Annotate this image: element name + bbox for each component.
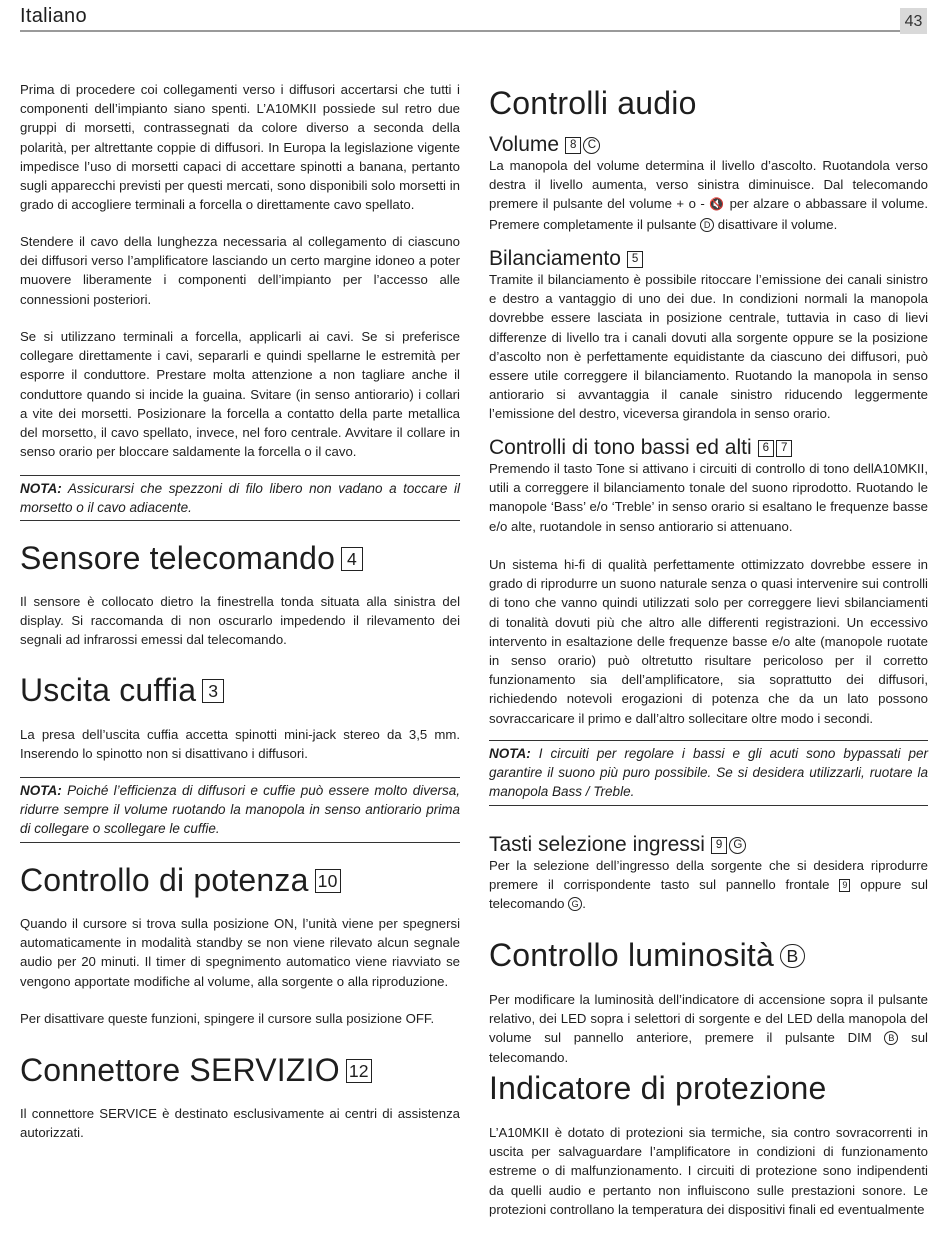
panel-ref-badge: 10 [315, 869, 341, 894]
balance-text: Tramite il bilanciamento è possibile ritoccare l’emissione dei canali sinistro e destro a vantaggio di uno dei due. In condizioni normali la manopola dovrebbe essere lasciata in posizione centrale, tuttavia in caso di lievi differenze di livello tra i canali dovuti alla sorgente oppure se la posizione d’ascolto non è perfettamente equidistante da ciascuno dei diffusori, può essere utile correggere il bilanciamento. Ruotando la manopola in senso antiorario si avvantaggia il canale sinistro riducendo leggermente l’emissione del destro, viceversa girandola in senso orario. [489, 272, 928, 422]
page-header [20, 4, 927, 32]
power-control-text-1: Quando il cursore si trova sulla posizione ON, l’unità viene per spegnersi automaticamente in modalità standby se non viene rilevato alcun segnale audio per 20 minuti. Il timer di spegnimento automatico viene riavviato se vengono apportate modifiche al volume, alla sorgente o alla riproduzione. [20, 916, 460, 989]
remote-ref-badge: D [700, 218, 714, 232]
subsection-title-input-selection: Tasti selezione ingressi 9 G [489, 832, 746, 858]
headphone-output-text: La presa dell’uscita cuffia accetta spinotti mini-jack stereo da 3,5 mm. Inserendo lo spinotto non si disattivano i diffusori. [20, 727, 460, 762]
volume-text: La manopola del volume determina il livello d’ascolto. Ruotandola verso destra il livello aumenta, verso sinistra diminuisce. Dal telecomando premere il pulsante del volume + o - 🔇 per alzare o abbassare il volume. Premere completamente il pulsante D disattivare il volume. [489, 158, 928, 232]
section-title-protection-indicator: Indicatore di protezione [489, 1070, 827, 1106]
section-title-remote-sensor: Sensore telecomando 4 [20, 538, 363, 578]
note-headphones [20, 777, 460, 843]
section-title-headphone-output: Uscita cuffia 3 [20, 670, 224, 710]
speaker-connection-paragraph-3: Se si utilizzano terminali a forcella, applicarli ai cavi. Se si preferisce collegare direttamente i cavi, separarli e quindi spellarne le estremità per esporre il conduttore. Prestare molta attenzione a non tagliare anche il conduttore quando si incide la guaina. Svitare (in senso antiorario) i collari a vite dei morsetti. Posizionare la forcella a contatto della parte metallica del morsetto, il cavo spellato, invece, nel foro centrale. Avvitare il collare in senso orario per bloccare saldamente la forcella o il cavo. [20, 329, 460, 460]
tone-controls-text-2: Un sistema hi-fi di qualità perfettamente ottimizzato dovrebbe essere in grado di riprodurre un suono naturale senza o quasi intervenire sui controlli di tono che vanno quindi utilizzati solo per correggere lievi sbilanciamenti di tonalità dovuti più che altro alle differenti registrazioni. Un eccessivo intervento in esaltazione delle frequenze basse e/o alte (manopole ruotate in senso orario) può oltretutto risultare pericoloso per il corretto funzionamento sia dell’amplificatore, sia soprattutto dei diffusori, richiedendo notevoli erogazioni di potenza che da un lato possono sovraccaricare il primo e dall’altro sollecitare oltre modo i secondi. [489, 557, 928, 726]
panel-ref-badge: 3 [202, 679, 224, 704]
note-speaker-wires [20, 475, 460, 521]
brightness-control-text: Per modificare la luminosità dell’indicatore di accensione sopra il pulsante relativo, dei LED sopra i selettori di sorgente e del LED della manopola del volume sul pannello anteriore, premere il pulsante DIM B sul telecomando. [489, 992, 928, 1065]
header-rule [20, 30, 904, 32]
note-label: NOTA: [20, 481, 62, 496]
panel-ref-badge: 9 [839, 879, 850, 892]
section-title-service-connector: Connettore SERVIZIO 12 [20, 1050, 372, 1090]
note-text: Assicurarsi che spezzoni di filo libero non vadano a toccare il morsetto o il cavo adiacente. [20, 481, 460, 516]
service-connector-text: Il connettore SERVICE è destinato esclusivamente ai centri di assistenza autorizzati. [20, 1106, 460, 1141]
subsection-title-volume: Volume 8 C [489, 132, 600, 158]
panel-ref-badge: 12 [346, 1059, 372, 1084]
remote-ref-badge: B [780, 944, 805, 969]
note-tone-bypass [489, 740, 928, 806]
panel-ref-badge: 5 [627, 251, 643, 268]
panel-ref-badge: 7 [776, 440, 792, 457]
panel-ref-badge: 4 [341, 547, 363, 572]
section-title-power-control: Controllo di potenza 10 [20, 860, 341, 900]
note-label: NOTA: [489, 746, 531, 761]
header-language: Italiano [20, 5, 87, 27]
note-label: NOTA: [20, 783, 62, 798]
note-text: I circuiti per regolare i bassi e gli acuti sono bypassati per garantire il suono più puro possibile. Se si desidera utilizzarli, ruotare la manopola Bass / Treble. [489, 746, 928, 800]
input-selection-text: Per la selezione dell’ingresso della sorgente che si desidera riprodurre premere il corrispondente tasto sul pannello frontale 9 oppure sul telecomando G . [489, 858, 928, 912]
remote-ref-badge: G [568, 897, 582, 911]
speaker-connection-paragraph-1: Prima di procedere coi collegamenti verso i diffusori accertarsi che tutti i componenti dell’impianto siano spenti. L’A10MKII possiede sul retro due gruppi di morsetti, contrassegnati da colore diverso a seconda della polarità, per altrettante coppie di diffusori. In Europa la legislazione vigente impedisce l’uso di morsetti capaci di accettare spinotti a banana, pertanto sugli apparecchi previsti per questi mercati, sono disponibili solo morsetti in grado di accogliere terminali a forcella o direttamente cavo spellato. [20, 82, 460, 213]
remote-sensor-text: Il sensore è collocato dietro la finestrella tonda situata alla sinistra del display. Si raccomanda di non oscurarlo impedendo il rilevamento dei segnali ad infrarossi emessi dal telecomando. [20, 594, 460, 648]
protection-indicator-text: L’A10MKII è dotato di protezioni sia termiche, sia contro sovracorrenti in uscita per salvaguardare l’amplificatore in condizioni di funzionamento estreme o di malfunzionamento. I circuiti di protezione sono indipendenti da quelli audio e pertanto non influiscono sulle prestazioni sonore. Le protezioni controllano la temperatura dei dispositivi finali ed eventualmente [489, 1125, 928, 1217]
section-title-brightness-control: Controllo luminosità B [489, 935, 805, 975]
power-control-text-2: Per disattivare queste funzioni, spingere il cursore sulla posizione OFF. [20, 1011, 435, 1026]
speaker-connection-paragraph-2: Stendere il cavo della lunghezza necessaria al collegamento di ciascuno dei diffusori verso l’amplificatore lasciando un certo margine idoneo a poter muovere liberamente i componenti dell’impianto per l’accesso alle connessioni posteriori. [20, 234, 460, 307]
remote-ref-badge: B [884, 1031, 898, 1045]
panel-ref-badge: 9 [711, 837, 727, 854]
tone-controls-text-1: Premendo il tasto Tone si attivano i circuiti di controllo di tono dellA10MKII, utili a correggere il bilanciamento tonale del suono riprodotto. Ruotando le manopole ‘Bass’ e/o ‘Treble’ in senso orario si esaltano le frequenze basse e/o alte, ruotandole in senso antiorario si attenuano. [489, 461, 928, 534]
panel-ref-badge: 6 [758, 440, 774, 457]
remote-ref-badge: C [583, 137, 600, 154]
subsection-title-balance: Bilanciamento 5 [489, 246, 643, 272]
subsection-title-tone-controls: Controlli di tono bassi ed alti 6 7 [489, 435, 792, 461]
panel-ref-badge: 8 [565, 137, 581, 154]
remote-ref-badge: G [729, 837, 746, 854]
page-number: 43 [900, 8, 927, 34]
note-text: Poiché l’efficienza di diffusori e cuffie può essere molto diversa, ridurre sempre il volume ruotando la manopola in senso antiorario prima di collegare o scollegare le cuffie. [20, 783, 460, 837]
mute-icon: 🔇 [709, 197, 726, 212]
section-title-audio-controls: Controlli audio [489, 85, 697, 121]
